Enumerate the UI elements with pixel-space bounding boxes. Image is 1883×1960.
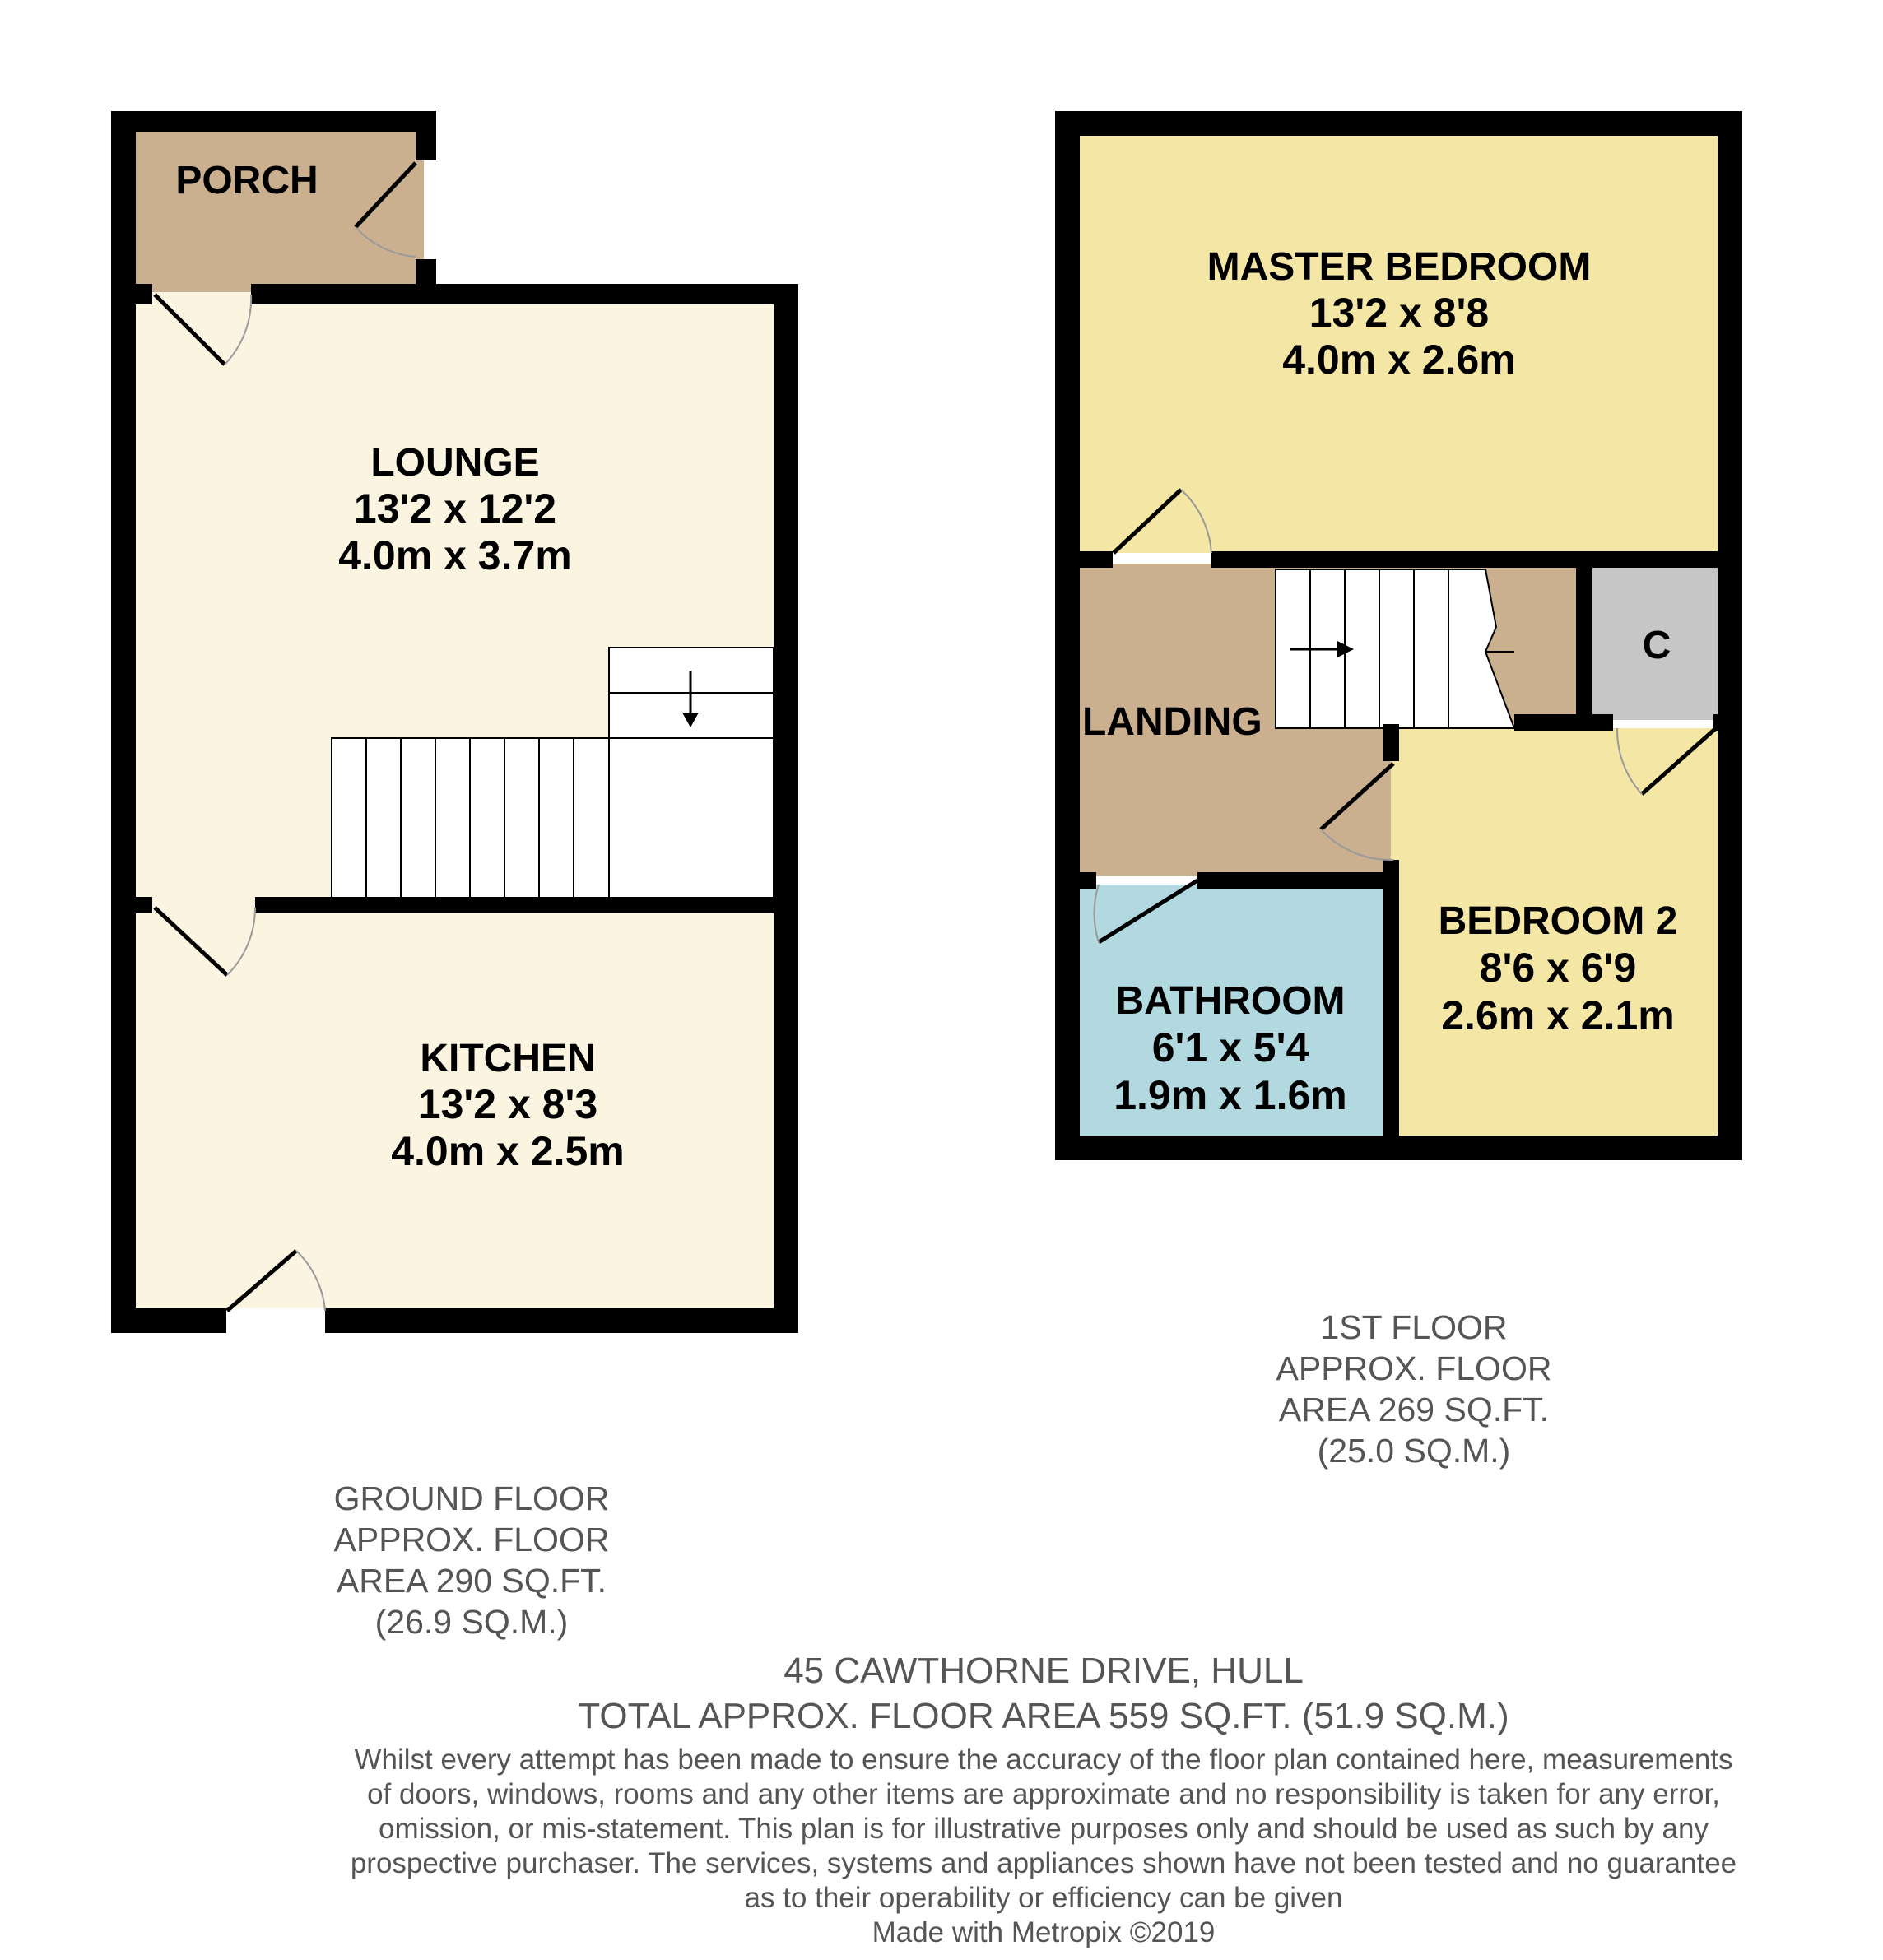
lounge-dim-metric: 4.0m x 3.7m <box>338 532 572 578</box>
lounge-label: LOUNGE <box>370 441 540 485</box>
plan-footer <box>351 1651 1737 1948</box>
first-floor-summary-line: APPROX. FLOOR <box>1276 1349 1552 1387</box>
total-area-line: TOTAL APPROX. FLOOR AREA 559 SQ.FT. (51.9 SQ.M.) <box>578 1696 1509 1736</box>
bedroom-2-dim-imperial: 8'6 x 6'9 <box>1479 945 1637 991</box>
ground-floor-plan <box>111 111 798 1333</box>
first-floor-summary <box>1276 1308 1552 1470</box>
kitchen-dim-imperial: 13'2 x 8'3 <box>417 1081 598 1127</box>
kitchen-dim-metric: 4.0m x 2.5m <box>391 1128 625 1174</box>
bedroom-2-dim-metric: 2.6m x 2.1m <box>1441 992 1675 1038</box>
ground-floor-summary <box>334 1479 610 1641</box>
first-floor-summary-line: (25.0 SQ.M.) <box>1317 1432 1511 1470</box>
ground-floor-summary-line: APPROX. FLOOR <box>333 1521 610 1558</box>
disclaimer-line: omission, or mis-statement. This plan is for illustrative purposes only and should be used as such by any <box>379 1813 1709 1845</box>
credit-line: Made with Metropix ©2019 <box>872 1916 1216 1948</box>
address-line: 45 CAWTHORNE DRIVE, HULL <box>783 1651 1304 1691</box>
disclaimer-line: prospective purchaser. The services, systems and appliances shown have not been tested and no guarantee <box>350 1847 1737 1879</box>
kitchen-label: KITCHEN <box>420 1037 596 1080</box>
lounge-dim-imperial: 13'2 x 12'2 <box>353 485 557 532</box>
bathroom-dim-imperial: 6'1 x 5'4 <box>1151 1024 1309 1071</box>
first-floor-summary-line: AREA 269 SQ.FT. <box>1278 1391 1550 1428</box>
first-floor-plan <box>1055 111 1742 1160</box>
first-floor-stairs <box>1276 569 1514 728</box>
master-bedroom-dim-imperial: 13'2 x 8'8 <box>1309 290 1490 336</box>
bathroom-dim-metric: 1.9m x 1.6m <box>1114 1072 1347 1118</box>
landing-label: LANDING <box>1082 700 1262 744</box>
master-bedroom-label: MASTER BEDROOM <box>1207 245 1592 289</box>
ground-floor-summary-line: AREA 290 SQ.FT. <box>336 1562 607 1600</box>
bedroom-2-label: BEDROOM 2 <box>1438 899 1678 943</box>
disclaimer-line: of doors, windows, rooms and any other items are approximate and no responsibility is taken for any error, <box>367 1778 1720 1810</box>
disclaimer-line: as to their operability or efficiency can be given <box>744 1882 1343 1914</box>
cupboard-label: C <box>1642 624 1671 667</box>
ground-floor-summary-line: (26.9 SQ.M.) <box>374 1603 569 1641</box>
porch-room <box>132 132 424 292</box>
ground-floor-summary-line: GROUND FLOOR <box>333 1479 610 1517</box>
bathroom-label: BATHROOM <box>1115 979 1346 1023</box>
master-bedroom-dim-metric: 4.0m x 2.6m <box>1282 337 1516 383</box>
first-floor-summary-line: 1ST FLOOR <box>1320 1308 1508 1346</box>
disclaimer-line: Whilst every attempt has been made to ensure the accuracy of the floor plan contained here, measurements <box>354 1744 1733 1776</box>
porch-label: PORCH <box>175 159 318 202</box>
